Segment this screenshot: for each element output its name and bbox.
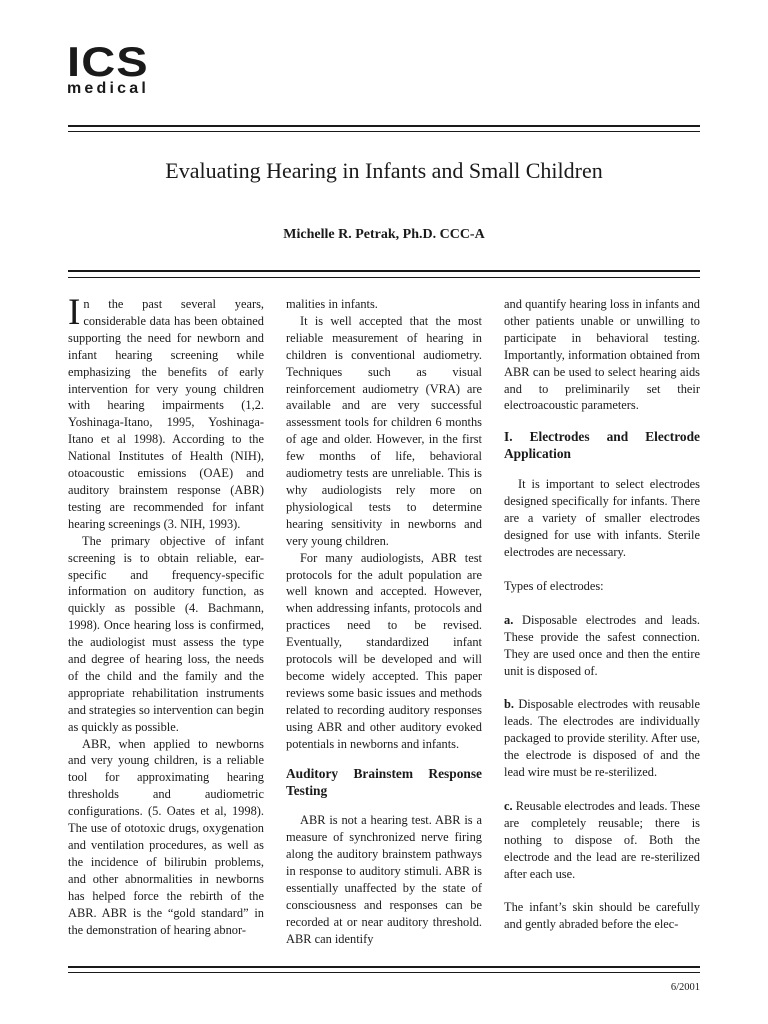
- electrode-type-a: a. Disposable electrodes and leads. These provide the safest connection. They are used once and then the entire unit is disposed of.: [504, 612, 700, 678]
- body-rule-bottom: [68, 277, 700, 278]
- col1-paragraph-2: The primary objective of infant screening is to obtain reliable, ear-specific and frequency-specific information on auditory function, as quickly as possible (4. Bachmann, 1998). Once hearing loss is confirmed, the audiologist must assess the type and degree of hearing loss, the needs of the child and the family and the appropriate rehabilitation instruments and strategies so intervention can begin as quickly as possible.: [68, 533, 264, 734]
- section-heading-abr: Auditory Brainstem Response Testing: [286, 766, 482, 799]
- col1-paragraph-1: In the past several years, considerable data has been obtained supporting the need for newborn and infant hearing screening while emphasizing the benefits of early intervention for very young children with hearing impairments (1,2. Yoshinaga-Itano, 1995, Yoshinaga-Itano et al 1998). According to the National Institutes of Health (NIH), otoacoustic emissions (OAE) and auditory brainstem response (ABR) testing are recommended for infant hearing screenings (3. NIH, 1993).: [68, 292, 264, 531]
- col2-paragraph-1: malities in infants.: [286, 297, 378, 311]
- column-2: [286, 296, 482, 948]
- col3-paragraph-last: The infant’s skin should be carefully and gently abraded before the elec-: [504, 900, 700, 932]
- col2-paragraph-4: ABR is not a hearing test. ABR is a measure of synchronized nerve firing along the auditory brainstem pathways in response to auditory stimuli. ABR is essentially unaffected by the state of consciousness and responses can be recorded at or near auditory threshold. ABR can identify: [286, 813, 482, 946]
- electrode-type-c: c. Reusable electrodes and leads. These are completely reusable; there is nothing to dispose of. Both the electrode and the lead are re-sterilized after each use.: [504, 798, 700, 881]
- column-3: [504, 296, 700, 933]
- col2-paragraph-3: For many audiologists, ABR test protocols for the adult population are well known and accepted. However, when addressing infants, protocols and practices need to be revised. Eventually, standardized infant protocols will be developed and will become widely accepted. This paper reviews some basic issues and methods related to recording auditory responses using ABR and other auditory evoked potentials in newborns and infants.: [286, 550, 482, 751]
- col3-paragraph-1: and quantify hearing loss in infants and other patients unable or unwilling to participate in behavioral testing. Importantly, information obtained from ABR can be used to select hearing aids and to preliminarily set their electroacoustic parameters.: [504, 297, 700, 413]
- logo-brand: ICS: [67, 38, 149, 85]
- drop-cap: I: [68, 292, 81, 333]
- electrode-type-b: b. Disposable electrodes with reusable leads. The electrodes are individually packaged to provide sterility. After use, the electrode is disposed of and the lead wire must be re-sterilized.: [504, 697, 700, 780]
- col2-paragraph-2: It is well accepted that the most reliable measurement of hearing in children is conventional audiometry. Techniques such as visual reinforcement audiometry (VRA) are available and are very successful assessment tools for children 6 months of age and older. However, in the first few months of life, behavioral audiometry tests are unreliable. This is why audiologists rely more on physiological tests to determine hearing sensitivity in newborns and very young children.: [286, 313, 482, 548]
- footer-rule-top: [68, 966, 700, 968]
- footer-date: 6/2001: [670, 982, 700, 993]
- body-rule-top: [68, 270, 700, 272]
- column-1: [68, 292, 264, 938]
- col3-paragraph-2: It is important to select electrodes designed specifically for infants. There are a variety of smaller electrodes designed for use with infants. Sterile electrodes are necessary.: [504, 477, 700, 559]
- col1-paragraph-3: ABR, when applied to newborns and very young children, is a reliable tool for approximating hearing thresholds and audiometric configurations. (5. Oates et al, 1998). The use of ototoxic drugs, oxygenation and ventilation procedures, as well as the incidence of bilirubin problems, and other abnormalities in newborns has helped force the rebirth of the ABR. ABR is the “gold standard” in the demonstration of hearing abnor-: [68, 736, 264, 937]
- author-line: Michelle R. Petrak, Ph.D. CCC-A: [283, 227, 485, 242]
- page-title: Evaluating Hearing in Infants and Small Children: [165, 158, 603, 183]
- logo-subbrand: medical: [67, 80, 149, 97]
- types-of-electrodes-label: Types of electrodes:: [504, 578, 604, 593]
- header-rule-top: [68, 125, 700, 127]
- section-heading-electrodes: I. Electrodes and Electrode Application: [504, 429, 700, 462]
- footer-rule-bottom: [68, 972, 700, 973]
- header-rule-bottom: [68, 131, 700, 132]
- ics-medical-logo: [67, 38, 177, 98]
